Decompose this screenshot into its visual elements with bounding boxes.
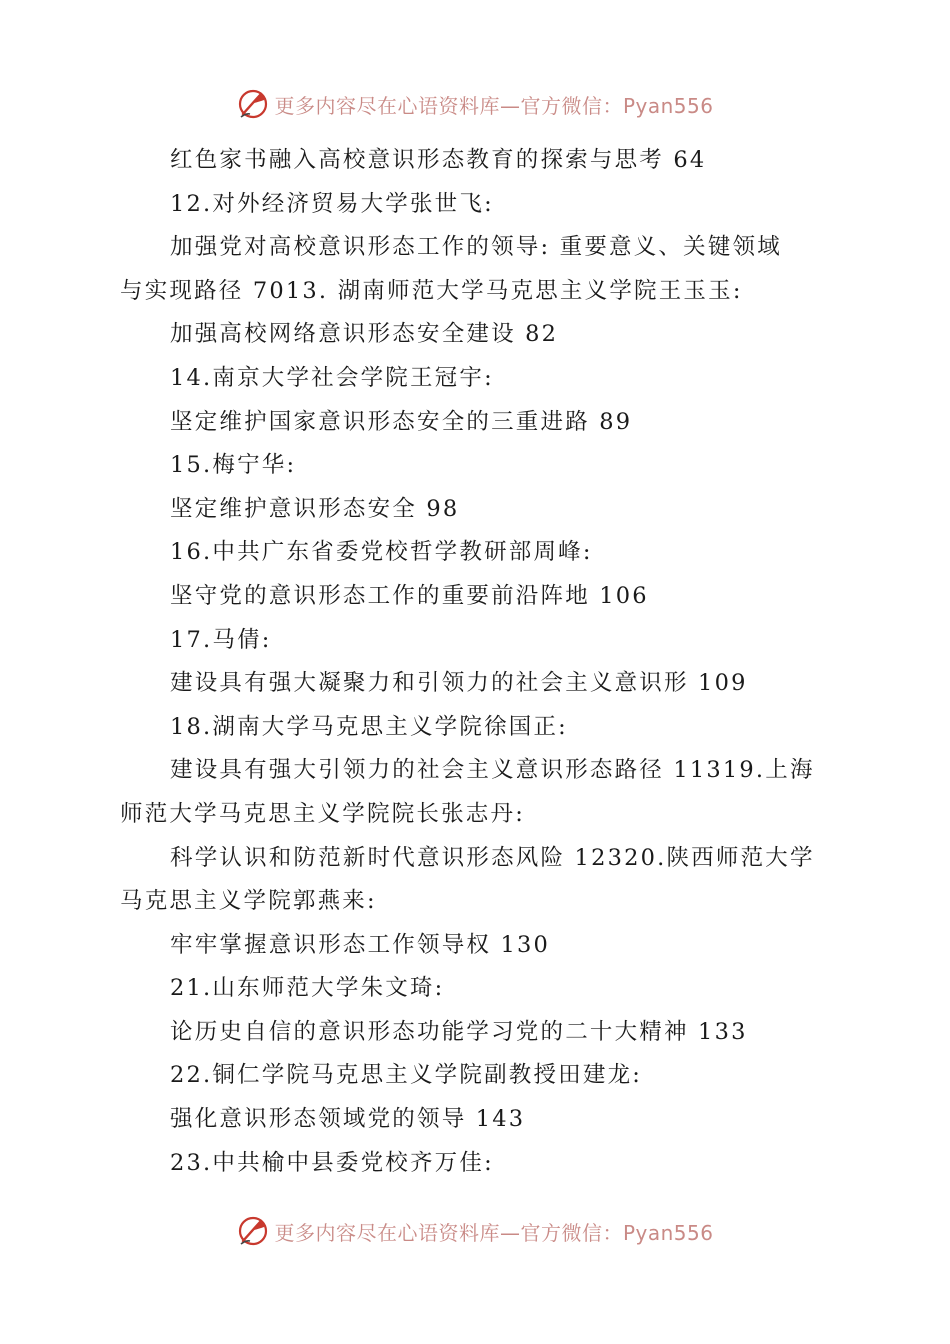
text-line: 21.山东师范大学朱文琦:: [170, 975, 445, 1002]
header-banner-text: 更多内容尽在心语资料库—官方微信：Pyan556: [274, 93, 714, 118]
footer-banner-text: 更多内容尽在心语资料库—官方微信：Pyan556: [274, 1220, 714, 1245]
text-line: 加强高校网络意识形态安全建设 82: [170, 321, 559, 348]
text-line: 师范大学马克思主义学院院长张志丹:: [120, 800, 525, 827]
text-line: 马克思主义学院郭燕来:: [120, 888, 377, 915]
text-line: 科学认识和防范新时代意识形态风险 12320.陕西师范大学: [170, 844, 815, 871]
text-line: 15.梅宁华:: [170, 452, 297, 479]
text-line: 加强党对高校意识形态工作的领导: 重要意义、关键领域: [170, 234, 782, 261]
header-banner: [0, 84, 950, 124]
text-line: 建设具有强大凝聚力和引领力的社会主义意识形 109: [170, 670, 748, 697]
document-body: [120, 139, 830, 1185]
text-line: 坚定维护意识形态安全 98: [170, 495, 460, 522]
text-line: 建设具有强大引领力的社会主义意识形态路径 11319.上海: [170, 757, 815, 784]
text-line: 23.中共榆中县委党校齐万佳:: [170, 1149, 494, 1176]
footer-banner: [0, 1211, 950, 1251]
quill-logo-icon: [236, 87, 270, 121]
text-line: 14.南京大学社会学院王冠宇:: [170, 364, 494, 391]
text-line: 牢牢掌握意识形态工作领导权 130: [170, 931, 550, 958]
text-line: 22.铜仁学院马克思主义学院副教授田建龙:: [170, 1062, 643, 1089]
text-line: 16.中共广东省委党校哲学教研部周峰:: [170, 539, 593, 566]
text-line: 强化意识形态领域党的领导 143: [170, 1106, 526, 1133]
quill-logo-icon: [236, 1214, 270, 1248]
text-line: 与实现路径 7013. 湖南师范大学马克思主义学院王玉玉:: [120, 277, 743, 304]
text-line: 论历史自信的意识形态功能学习党的二十大精神 133: [170, 1018, 748, 1045]
text-line: 12.对外经济贸易大学张世飞:: [170, 190, 494, 217]
text-line: 18.湖南大学马克思主义学院徐国正:: [170, 713, 568, 740]
text-line: 坚守党的意识形态工作的重要前沿阵地 106: [170, 582, 649, 609]
text-line: 坚定维护国家意识形态安全的三重进路 89: [170, 408, 633, 435]
text-line: 红色家书融入高校意识形态教育的探索与思考 64: [170, 147, 707, 173]
text-line: 17.马倩:: [170, 626, 272, 653]
